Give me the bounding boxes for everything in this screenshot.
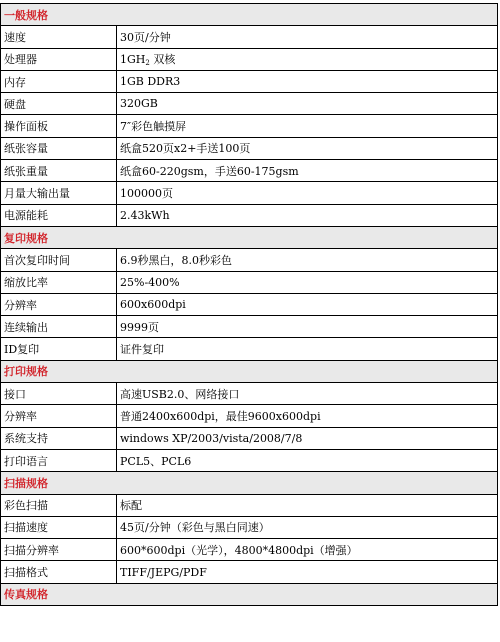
- spec-value-text: 纸盒520页x2+手送100页: [120, 142, 251, 156]
- spec-value-text: 9999页: [120, 320, 159, 334]
- spec-value: [117, 26, 498, 48]
- spec-row: [1, 293, 498, 315]
- spec-row: [1, 516, 498, 538]
- section-header-row: [1, 226, 498, 248]
- spec-value-text: 普通2400x600dpi，最佳9600x600dpi: [120, 409, 321, 423]
- spec-value-text: 高速USB2.0、网络接口: [120, 387, 240, 401]
- section-header-row: [1, 472, 498, 494]
- spec-row: [1, 182, 498, 204]
- spec-value: [117, 405, 498, 427]
- section-title: 打印规格: [1, 360, 498, 382]
- spec-label: 扫描分辨率: [1, 539, 117, 561]
- spec-value-text: 纸盒60-220gsm，手送60-175gsm: [120, 164, 299, 178]
- spec-label: 电源能耗: [1, 204, 117, 226]
- spec-row: [1, 115, 498, 137]
- spec-value-text: 6.9秒黑白，8.0秒彩色: [120, 253, 232, 267]
- spec-value-subscript: 2: [145, 59, 150, 68]
- spec-value-text: windows XP/2003/vista/2008/7/8: [120, 431, 303, 445]
- spec-value: [117, 182, 498, 204]
- spec-value: [117, 293, 498, 315]
- spec-label: 系统支持: [1, 427, 117, 449]
- spec-row: [1, 449, 498, 471]
- spec-label: 首次复印时间: [1, 249, 117, 271]
- spec-label: 接口: [1, 383, 117, 405]
- spec-value-text: 600x600dpi: [120, 298, 186, 311]
- spec-label: 月量大输出量: [1, 182, 117, 204]
- spec-value: [117, 494, 498, 516]
- spec-value: [117, 427, 498, 449]
- spec-value-text: 1GH: [120, 53, 146, 67]
- spec-row: [1, 70, 498, 92]
- spec-value-text: 证件复印: [120, 343, 164, 357]
- spec-row: [1, 539, 498, 561]
- spec-row: [1, 405, 498, 427]
- spec-row: [1, 249, 498, 271]
- spec-value: [117, 516, 498, 538]
- spec-value: [117, 160, 498, 182]
- spec-value: [117, 137, 498, 159]
- spec-label: 连续输出: [1, 316, 117, 338]
- spec-label: 速度: [1, 26, 117, 48]
- spec-row: [1, 26, 498, 48]
- spec-value-text: 1GB DDR3: [120, 75, 181, 89]
- spec-value: [117, 561, 498, 583]
- spec-value-text: 25%-400%: [120, 275, 180, 289]
- section-title: 一般规格: [1, 4, 498, 26]
- spec-value-text: 标配: [120, 499, 142, 513]
- section-header-row: [1, 360, 498, 382]
- spec-value: [117, 383, 498, 405]
- spec-value-text: PCL5、PCL6: [120, 454, 192, 468]
- spec-label: 纸张容量: [1, 137, 117, 159]
- spec-row: [1, 93, 498, 115]
- section-title: 扫描规格: [1, 472, 498, 494]
- spec-label: 缩放比率: [1, 271, 117, 293]
- spec-value-suffix: 双核: [149, 53, 176, 67]
- spec-value-text: 45页/分钟（彩色与黑白同速）: [120, 521, 270, 535]
- spec-value-text: 7″彩色触摸屏: [120, 120, 187, 134]
- spec-row: [1, 271, 498, 293]
- spec-row: [1, 494, 498, 516]
- spec-value-text: 600*600dpi（光学），4800*4800dpi（增强）: [120, 543, 358, 557]
- section-header-row: [1, 4, 498, 26]
- spec-value: [117, 70, 498, 92]
- spec-value: [117, 449, 498, 471]
- spec-label: 纸张重量: [1, 160, 117, 182]
- section-header-row: [1, 583, 498, 605]
- spec-value: [117, 93, 498, 115]
- spec-value: [117, 115, 498, 137]
- spec-row: [1, 561, 498, 583]
- spec-label: 彩色扫描: [1, 494, 117, 516]
- spec-label: 打印语言: [1, 449, 117, 471]
- spec-label: 扫描速度: [1, 516, 117, 538]
- spec-label: 处理器: [1, 48, 117, 70]
- spec-value: [117, 249, 498, 271]
- spec-value: [117, 316, 498, 338]
- spec-value: [117, 271, 498, 293]
- spec-value: [117, 338, 498, 360]
- spec-value-text: TIFF/JEPG/PDF: [120, 565, 207, 579]
- spec-value-text: 30页/分钟: [120, 30, 171, 44]
- spec-label: ID复印: [1, 338, 117, 360]
- spec-row: [1, 160, 498, 182]
- section-title: 传真规格: [1, 583, 498, 605]
- spec-value: [117, 539, 498, 561]
- spec-table: [0, 3, 498, 606]
- spec-row: [1, 383, 498, 405]
- spec-row: [1, 137, 498, 159]
- spec-value-text: 100000页: [120, 187, 173, 201]
- spec-row: [1, 316, 498, 338]
- spec-value: [117, 204, 498, 226]
- spec-row: [1, 204, 498, 226]
- spec-value-text: 2.43kWh: [120, 208, 170, 222]
- spec-label: 内存: [1, 70, 117, 92]
- spec-value-text: 320GB: [120, 97, 158, 111]
- spec-label: 分辨率: [1, 405, 117, 427]
- spec-label: 分辨率: [1, 293, 117, 315]
- spec-label: 硬盘: [1, 93, 117, 115]
- spec-label: 扫描格式: [1, 561, 117, 583]
- spec-value: [117, 48, 498, 70]
- spec-row: [1, 338, 498, 360]
- spec-label: 操作面板: [1, 115, 117, 137]
- section-title: 复印规格: [1, 226, 498, 248]
- spec-table-body: [1, 4, 498, 606]
- spec-row: [1, 48, 498, 70]
- spec-row: [1, 427, 498, 449]
